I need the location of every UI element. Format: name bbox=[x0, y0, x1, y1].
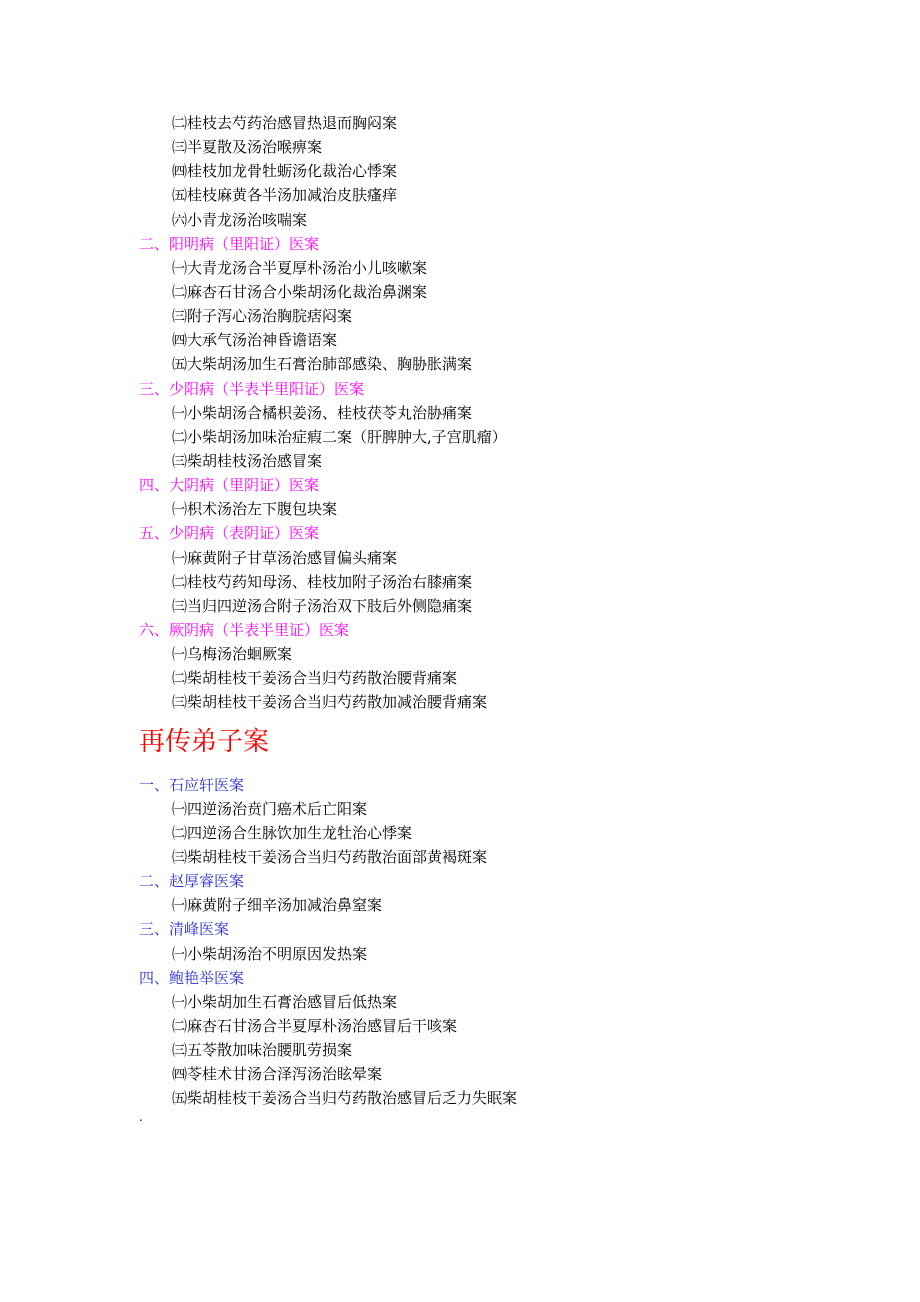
section-heading: 四、大阴病（里阴证）医案 bbox=[139, 476, 320, 495]
list-item: ㈠大青龙汤合半夏厚朴汤治小儿咳嗽案 bbox=[172, 258, 428, 277]
list-item: ㈣苓桂术甘汤合泽泻汤治眩晕案 bbox=[172, 1065, 383, 1084]
list-item: ㈢柴胡桂枝干姜汤合当归芍药散加减治腰背痛案 bbox=[172, 693, 488, 712]
list-item: ㈡柴胡桂枝干姜汤合当归芍药散治腰背痛案 bbox=[172, 669, 458, 688]
list-item: ㈠枳术汤治左下腹包块案 bbox=[172, 500, 338, 519]
list-item: ㈢当归四逆汤合附子汤治双下肢后外侧隐痛案 bbox=[172, 596, 473, 615]
list-item: ㈠麻黄附子甘草汤治感冒偏头痛案 bbox=[172, 548, 398, 567]
list-item: ㈡四逆汤合生脉饮加生龙牡治心悸案 bbox=[172, 823, 413, 842]
section-heading: 六、厥阴病（半表半里证）医案 bbox=[139, 620, 350, 639]
list-item: ㈡麻杏石甘汤合小柴胡汤化裁治鼻渊案 bbox=[172, 282, 428, 301]
list-item: ㈠小柴胡汤合橘枳姜汤、桂枝茯苓丸治胁痛案 bbox=[172, 403, 473, 422]
document-page bbox=[0, 111, 920, 1124]
section-heading: 四、鲍艳举医案 bbox=[139, 968, 245, 987]
section-heading: 三、清峰医案 bbox=[139, 920, 230, 939]
list-item: ㈠麻黄附子细辛汤加减治鼻窒案 bbox=[172, 896, 383, 915]
section-heading: 二、阳明病（里阳证）医案 bbox=[139, 234, 320, 253]
section-heading: 三、少阳病（半表半里阳证）医案 bbox=[139, 379, 365, 398]
list-item: ㈡桂枝芍药知母汤、桂枝加附子汤治右膝痛案 bbox=[172, 572, 473, 591]
list-item: ㈠四逆汤治贲门癌术后亡阳案 bbox=[172, 799, 368, 818]
list-item: ㈤桂枝麻黄各半汤加减治皮肤瘙痒 bbox=[172, 186, 398, 205]
list-item: ㈢五苓散加味治腰肌劳损案 bbox=[172, 1041, 353, 1060]
list-item: ㈠乌梅汤治蛔厥案 bbox=[172, 645, 293, 664]
list-item: ㈤柴胡桂枝干姜汤合当归芍药散治感冒后乏力失眠案 bbox=[172, 1089, 518, 1108]
list-item: ㈥小青龙汤治咳喘案 bbox=[172, 210, 308, 229]
section-heading: 一、石应轩医案 bbox=[139, 775, 245, 794]
list-item: ㈢柴胡桂枝汤治感冒案 bbox=[172, 451, 323, 470]
list-item: ㈣大承气汤治神昏谵语案 bbox=[172, 331, 338, 350]
list-item: ㈡桂枝去芍药治感冒热退而胸闷案 bbox=[172, 114, 398, 132]
footer-mark: . bbox=[139, 1110, 143, 1125]
section-heading: 五、少阴病（表阴证）医案 bbox=[139, 524, 320, 543]
list-item: ㈡小柴胡汤加味治症瘕二案（肝脾肿大,子宫肌瘤） bbox=[172, 427, 507, 446]
list-item: ㈣桂枝加龙骨牡蛎汤化裁治心悸案 bbox=[172, 162, 398, 181]
list-item: ㈢柴胡桂枝干姜汤合当归芍药散治面部黄褐斑案 bbox=[172, 847, 488, 866]
list-item: ㈢半夏散及汤治喉痹案 bbox=[172, 138, 323, 157]
list-item: ㈡麻杏石甘汤合半夏厚朴汤治感冒后干咳案 bbox=[172, 1016, 458, 1035]
list-item: ㈠小柴胡汤治不明原因发热案 bbox=[172, 944, 368, 963]
list-item: ㈤大柴胡汤加生石膏治肺部感染、胸胁胀满案 bbox=[172, 355, 473, 374]
list-item: ㈢附子泻心汤治胸脘痞闷案 bbox=[172, 307, 353, 326]
chapter-heading: 再传弟子案 bbox=[139, 726, 270, 757]
section-heading: 二、赵厚睿医案 bbox=[139, 872, 245, 891]
list-item: ㈠小柴胡加生石膏治感冒后低热案 bbox=[172, 992, 398, 1011]
